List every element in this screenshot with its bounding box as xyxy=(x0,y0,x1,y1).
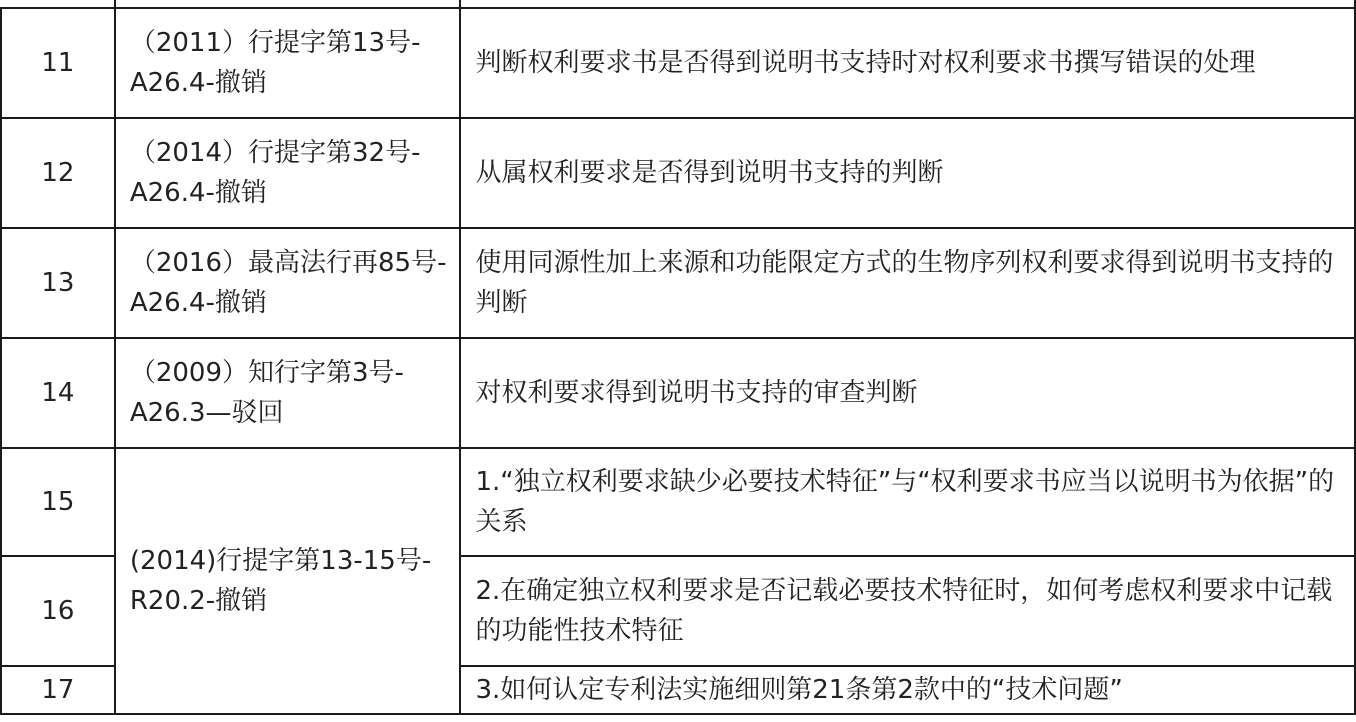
case-number: （2011）行提字第13号- A26.4-撤销 xyxy=(115,8,461,118)
case-number: （2016）最高法行再85号- A26.4-撤销 xyxy=(115,228,461,338)
row-number: 13 xyxy=(1,228,115,338)
case-description: 1.“独立权利要求缺少必要技术特征”与“权利要求书应当以说明书为依据”的关系 xyxy=(460,448,1355,556)
table-top-edge xyxy=(1,0,1355,8)
row-number: 11 xyxy=(1,8,115,118)
case-description: 使用同源性加上来源和功能限定方式的生物序列权利要求得到说明书支持的判断 xyxy=(460,228,1355,338)
row-number: 14 xyxy=(1,338,115,448)
case-description: 判断权利要求书是否得到说明书支持时对权利要求书撰写错误的处理 xyxy=(460,8,1355,118)
table-row xyxy=(1,338,1355,448)
row-number: 16 xyxy=(1,556,115,666)
row-number: 15 xyxy=(1,448,115,556)
table-row xyxy=(1,228,1355,338)
row-number: 17 xyxy=(1,666,115,714)
row-number: 12 xyxy=(1,118,115,228)
case-description: 2.在确定独立权利要求是否记载必要技术特征时，如何考虑权利要求中记载的功能性技术特征 xyxy=(460,556,1355,666)
table-row xyxy=(1,118,1355,228)
table-row xyxy=(1,448,1355,556)
merged-case-number: (2014)行提字第13-15号- R20.2-撤销 xyxy=(115,448,461,714)
case-number: （2014）行提字第32号- A26.4-撤销 xyxy=(115,118,461,228)
case-number: （2009）知行字第3号- A26.3—驳回 xyxy=(115,338,461,448)
case-description: 3.如何认定专利法实施细则第21条第2款中的“技术问题” xyxy=(460,666,1355,714)
case-description: 对权利要求得到说明书支持的审查判断 xyxy=(460,338,1355,448)
case-description: 从属权利要求是否得到说明书支持的判断 xyxy=(460,118,1355,228)
table-row xyxy=(1,8,1355,118)
